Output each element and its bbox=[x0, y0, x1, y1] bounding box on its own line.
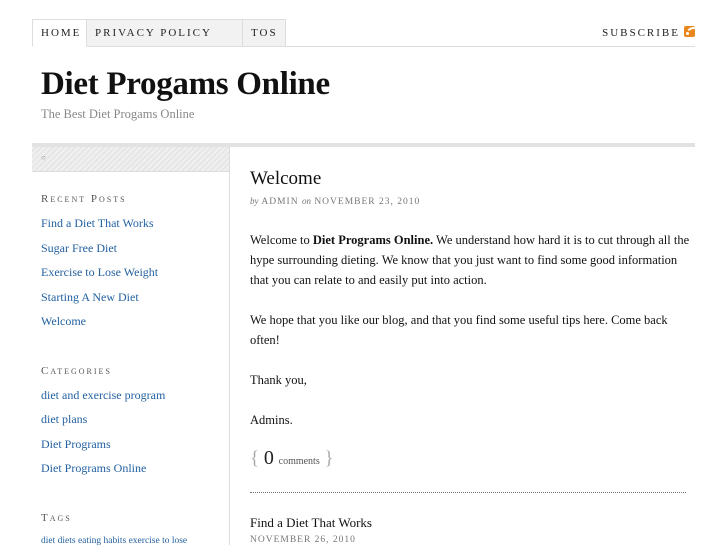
subscribe-link[interactable] bbox=[602, 26, 695, 39]
post-paragraph: Admins. bbox=[250, 413, 293, 427]
sidebar-header-strip bbox=[32, 147, 229, 172]
recent-posts-heading: Recent Posts bbox=[41, 193, 127, 205]
brace-close: } bbox=[324, 448, 334, 469]
brace-open: { bbox=[250, 448, 260, 469]
recent-post-link[interactable]: Find a Diet That Works bbox=[41, 216, 154, 230]
recent-post-link[interactable]: Starting A New Diet bbox=[41, 290, 139, 304]
categories-heading: Categories bbox=[41, 365, 112, 377]
byline-by: by bbox=[250, 196, 259, 206]
next-post-title[interactable]: Find a Diet That Works bbox=[250, 515, 372, 530]
recent-post-link[interactable]: Sugar Free Diet bbox=[41, 241, 117, 255]
rss-feed-icon bbox=[684, 26, 695, 37]
tag-cloud[interactable]: diet diets eating habits exercise to lose bbox=[41, 536, 188, 545]
category-link[interactable]: Diet Programs Online bbox=[41, 461, 147, 475]
byline-on: on bbox=[301, 196, 311, 206]
post-divider bbox=[250, 492, 686, 493]
post-title[interactable]: Welcome bbox=[250, 168, 322, 189]
post-paragraph: We hope that you like our blog, and that you find some useful tips here. Come back often! bbox=[250, 313, 668, 347]
sidebar bbox=[32, 147, 230, 545]
site-tagline: The Best Diet Progams Online bbox=[41, 107, 195, 121]
recent-post-link[interactable]: Exercise to Lose Weight bbox=[41, 265, 159, 279]
post-body bbox=[250, 230, 690, 450]
next-post-date: NOVEMBER 26, 2010 bbox=[250, 535, 356, 545]
strip-bullet: ○ bbox=[41, 153, 46, 162]
post-paragraph: Thank you, bbox=[250, 373, 307, 387]
comments-label: comments bbox=[278, 456, 320, 467]
comments-count: 0 bbox=[263, 447, 274, 469]
site-title[interactable]: Diet Progams Online bbox=[41, 66, 330, 102]
tab-tos[interactable]: TOS bbox=[243, 19, 286, 47]
post-author[interactable]: ADMIN bbox=[261, 197, 299, 207]
category-link[interactable]: diet plans bbox=[41, 412, 88, 426]
post-date: NOVEMBER 23, 2010 bbox=[314, 197, 421, 207]
tab-home[interactable]: HOME bbox=[32, 19, 87, 47]
top-navigation bbox=[32, 19, 695, 47]
recent-post-link[interactable]: Welcome bbox=[41, 314, 87, 328]
tags-heading: Tags bbox=[41, 512, 72, 524]
tab-privacy-policy[interactable]: PRIVACY POLICY bbox=[87, 19, 243, 47]
subscribe-label: SUBSCRIBE bbox=[602, 27, 680, 39]
bold-site-name: Diet Programs Online. bbox=[312, 233, 434, 247]
post-byline bbox=[250, 196, 420, 207]
paragraph-text: We understand how hard it is to cut through all the hype surrounding dieting. We know that you just want to find some good information that you can relate to and easily put into action. bbox=[250, 233, 690, 287]
paragraph-text: Welcome to bbox=[250, 233, 313, 247]
post-paragraph bbox=[250, 230, 690, 290]
category-link[interactable]: Diet Programs bbox=[41, 437, 111, 451]
category-link[interactable]: diet and exercise program bbox=[41, 388, 166, 402]
comments-link[interactable] bbox=[250, 447, 334, 470]
